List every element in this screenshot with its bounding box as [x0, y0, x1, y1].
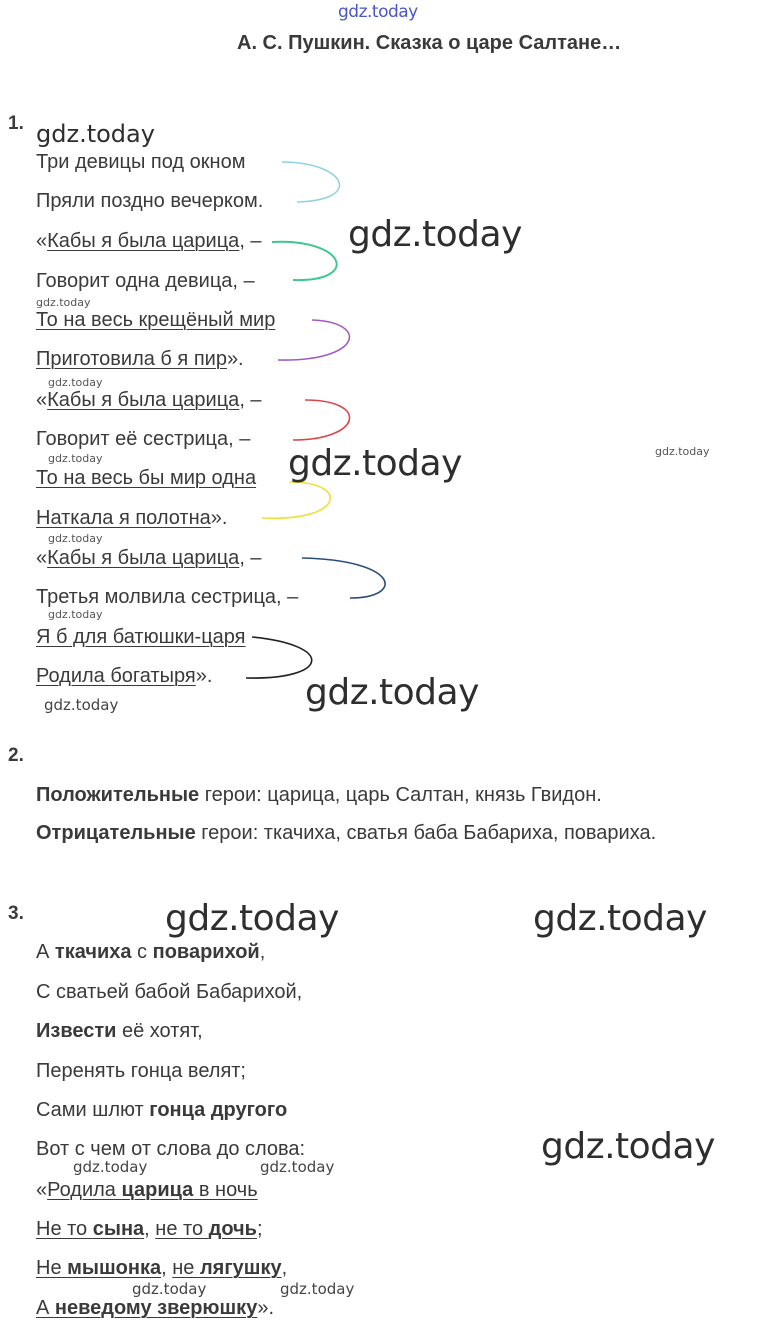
rhyme-arc-2	[272, 242, 337, 280]
poem-line-5: То на весь крещёный мир	[36, 309, 276, 331]
rhyme-arc-4	[293, 400, 350, 440]
poem-line-2: Пряли поздно вечерком.	[36, 190, 264, 212]
rhyme-arc-7	[246, 637, 312, 678]
poem-line-7: «Кабы я была царица, –	[36, 389, 262, 411]
negative-heroes: Отрицательные герои: ткачиха, сватья баба Бабариха, повариха.	[36, 822, 657, 844]
verse-line-8: Не то сына, не то дочь;	[36, 1218, 263, 1240]
watermark: gdz.today	[36, 296, 91, 309]
rhyme-arc-5	[262, 482, 330, 518]
watermark: gdz.today	[48, 532, 103, 545]
watermark: gdz.today	[288, 443, 462, 484]
poem-line-13: Я б для батюшки-царя	[36, 626, 246, 648]
rhyme-arc-3	[278, 320, 349, 360]
watermark: gdz.today	[36, 120, 155, 148]
verse-line-7: «Родила царица в ночь	[36, 1179, 258, 1201]
verse-line-9: Не мышонка, не лягушку,	[36, 1257, 288, 1279]
verse-line-10: А неведому зверюшку».	[36, 1297, 275, 1319]
poem-line-1: Три девицы под окном	[36, 151, 246, 173]
verse-line-2: С сватьей бабой Бабарихой,	[36, 981, 303, 1003]
poem-line-8: Говорит её сестрица, –	[36, 428, 251, 450]
poem-line-12: Третья молвила сестрица, –	[36, 586, 299, 608]
watermark: gdz.today	[541, 1126, 715, 1167]
watermark: gdz.today	[48, 452, 103, 465]
rhyme-arc-6	[302, 558, 385, 598]
watermark: gdz.today	[132, 1280, 207, 1298]
verse-line-1: А ткачиха с поварихой,	[36, 941, 266, 963]
watermark: gdz.today	[348, 214, 522, 255]
watermark: gdz.today	[533, 898, 707, 939]
page-title: А. С. Пушкин. Сказка о царе Салтане…	[237, 32, 622, 54]
watermark: gdz.today	[48, 608, 103, 621]
poem-line-10: Наткала я полотна».	[36, 507, 228, 529]
task2-number: 2.	[8, 745, 24, 766]
verse-line-3: Извести её хотят,	[36, 1020, 203, 1042]
watermark: gdz.today	[260, 1158, 335, 1176]
poem-line-4: Говорит одна девица, –	[36, 270, 255, 292]
task3-number: 3.	[8, 903, 24, 924]
watermark: gdz.today	[305, 672, 479, 713]
positive-heroes: Положительные герои: царица, царь Салтан, князь Гвидон.	[36, 784, 602, 806]
verse-line-4: Перенять гонца велят;	[36, 1060, 246, 1082]
poem-line-9: То на весь бы мир одна	[36, 467, 257, 489]
rhyme-arc-1	[282, 162, 339, 202]
poem-line-3: «Кабы я была царица, –	[36, 230, 262, 252]
watermark: gdz.today	[280, 1280, 355, 1298]
watermark: gdz.today	[73, 1158, 148, 1176]
task1-number: 1.	[8, 113, 24, 134]
poem-line-6: Приготовила б я пир».	[36, 348, 244, 370]
watermark: gdz.today	[655, 445, 710, 458]
poem-line-14: Родила богатыря».	[36, 665, 213, 687]
poem-line-11: «Кабы я была царица, –	[36, 547, 262, 569]
verse-line-5: Сами шлют гонца другого	[36, 1099, 288, 1121]
watermark: gdz.today	[165, 898, 339, 939]
watermark: gdz.today	[44, 696, 119, 714]
verse-line-6: Вот с чем от слова до слова:	[36, 1138, 306, 1160]
watermark-top: gdz.today	[338, 2, 418, 22]
watermark: gdz.today	[48, 376, 103, 389]
